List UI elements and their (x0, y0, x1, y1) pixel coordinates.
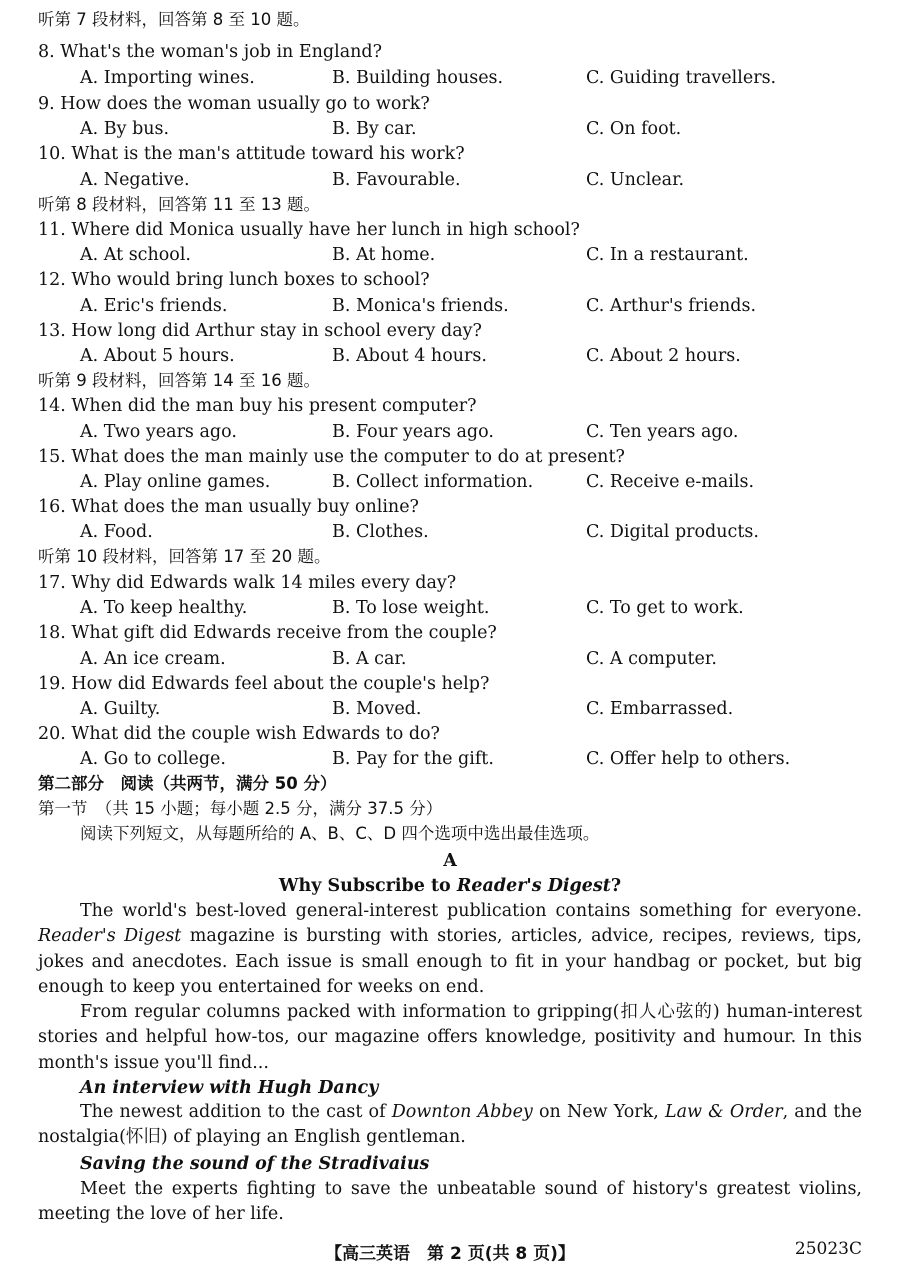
option-a: A. Importing wines. (80, 68, 255, 88)
option-c: C. Embarrassed. (586, 699, 734, 719)
option-b: B. Collect information. (332, 472, 534, 492)
option-c: C. Ten years ago. (586, 422, 739, 442)
option-c: C. Guiding travellers. (586, 68, 777, 88)
show-name: Downton Abbey (391, 1102, 533, 1122)
option-b: B. Pay for the gift. (332, 749, 494, 769)
paragraph-text: on New York, (532, 1102, 665, 1122)
question-10: 10. What is the man's attitude toward his work? (38, 144, 465, 164)
option-b: B. Building houses. (332, 68, 504, 88)
question-14: 14. When did the man buy his present computer? (38, 396, 477, 416)
option-a: A. Negative. (80, 170, 190, 190)
option-a: A. At school. (80, 245, 191, 265)
option-b: B. By car. (332, 119, 417, 139)
question-18: 18. What gift did Edwards receive from the couple? (38, 623, 497, 643)
passage-title-suffix: ? (610, 876, 622, 896)
passage-paragraph-1 (38, 899, 862, 1000)
paragraph-text: The newest addition to the cast of (80, 1102, 392, 1122)
question-13: 13. How long did Arthur stay in school every day? (38, 321, 482, 341)
option-c: C. Unclear. (586, 170, 685, 190)
option-c: C. Receive e-mails. (586, 472, 755, 492)
option-c: C. Arthur's friends. (586, 296, 757, 316)
option-a: A. By bus. (80, 119, 170, 139)
option-a: A. To keep healthy. (80, 598, 248, 618)
subheading-interview: An interview with Hugh Dancy (80, 1078, 379, 1098)
option-c: C. Offer help to others. (586, 749, 791, 769)
show-name: Law & Order (665, 1102, 783, 1122)
exam-code: 25023C (794, 1239, 862, 1259)
option-b: B. Four years ago. (332, 422, 494, 442)
question-15: 15. What does the man mainly use the computer to do at present? (38, 447, 625, 467)
paragraph-text: magazine is bursting with stories, articles, advice, recipes, reviews, tips, jokes and anecdotes. Each issue is small enough to fit in your handbag or pocket, but big enough to keep you entertained for weeks on end. (38, 926, 862, 997)
question-19: 19. How did Edwards feel about the couple's help? (38, 674, 490, 694)
option-b: B. About 4 hours. (332, 346, 487, 366)
option-a: A. About 5 hours. (80, 346, 235, 366)
option-c: C. About 2 hours. (586, 346, 741, 366)
option-a: A. Guilty. (80, 699, 161, 719)
passage-paragraph-2: From regular columns packed with information to gripping(扣人心弦的) human-interest stories and helpful how-tos, our magazine offers knowledge, positivity and humour. In this month's issue you'll find... (38, 1002, 862, 1073)
question-8: 8. What's the woman's job in England? (38, 42, 383, 62)
option-c: C. On foot. (586, 119, 682, 139)
option-a: A. Go to college. (80, 749, 226, 769)
subheading-stradivaius: Saving the sound of the Stradivaius (80, 1154, 430, 1174)
option-b: B. Moved. (332, 699, 422, 719)
section-header: 听第 9 段材料，回答第 14 至 16 题。 (38, 371, 320, 390)
option-c: C. In a restaurant. (586, 245, 749, 265)
option-b: B. Favourable. (332, 170, 461, 190)
passage-paragraph-4: Meet the experts fighting to save the unbeatable sound of history's greatest violins, meeting the love of her life. (38, 1179, 862, 1225)
page-footer: 【高三英语 第 2 页(共 8 页)】 (325, 1244, 575, 1264)
question-12: 12. Who would bring lunch boxes to school? (38, 270, 430, 290)
part2-title: 第二部分 阅读（共两节，满分 50 分） (38, 774, 337, 793)
option-c: C. Digital products. (586, 522, 759, 542)
option-c: C. To get to work. (586, 598, 744, 618)
question-16: 16. What does the man usually buy online? (38, 497, 419, 517)
option-c: C. A computer. (586, 649, 717, 669)
passage-title-prefix: Why Subscribe to (278, 876, 457, 896)
paragraph-text: , and the nostalgia(怀旧) of playing an English gentleman. (38, 1102, 862, 1148)
option-a: A. Eric's friends. (80, 296, 228, 316)
option-b: B. To lose weight. (332, 598, 490, 618)
option-b: B. Monica's friends. (332, 296, 509, 316)
question-17: 17. Why did Edwards walk 14 miles every day? (38, 573, 457, 593)
passage-letter: A (443, 851, 457, 871)
option-a: A. Two years ago. (80, 422, 237, 442)
section-header: 听第 10 段材料，回答第 17 至 20 题。 (38, 547, 331, 566)
question-9: 9. How does the woman usually go to work? (38, 94, 430, 114)
paragraph-text: The world's best-loved general-interest publication contains something for everyone. (80, 901, 862, 921)
section-header: 听第 8 段材料，回答第 11 至 13 题。 (38, 195, 320, 214)
option-b: B. Clothes. (332, 522, 429, 542)
passage-title (0, 874, 900, 898)
option-a: A. Play online games. (80, 472, 271, 492)
question-11: 11. Where did Monica usually have her lunch in high school? (38, 220, 580, 240)
option-b: B. A car. (332, 649, 407, 669)
section-header: 听第 7 段材料，回答第 8 至 10 题。 (38, 10, 310, 29)
option-a: A. Food. (80, 522, 153, 542)
question-20: 20. What did the couple wish Edwards to do? (38, 724, 440, 744)
magazine-name: Reader's Digest (38, 926, 182, 947)
passage-title-magazine: Reader's Digest (456, 876, 611, 896)
option-b: B. At home. (332, 245, 436, 265)
section1-title: 第一节 （共 15 小题；每小题 2.5 分，满分 37.5 分） (38, 799, 443, 818)
passage-paragraph-3 (38, 1100, 862, 1151)
reading-instruction: 阅读下列短文，从每题所给的 A、B、C、D 四个选项中选出最佳选项。 (80, 824, 600, 843)
option-a: A. An ice cream. (80, 649, 226, 669)
